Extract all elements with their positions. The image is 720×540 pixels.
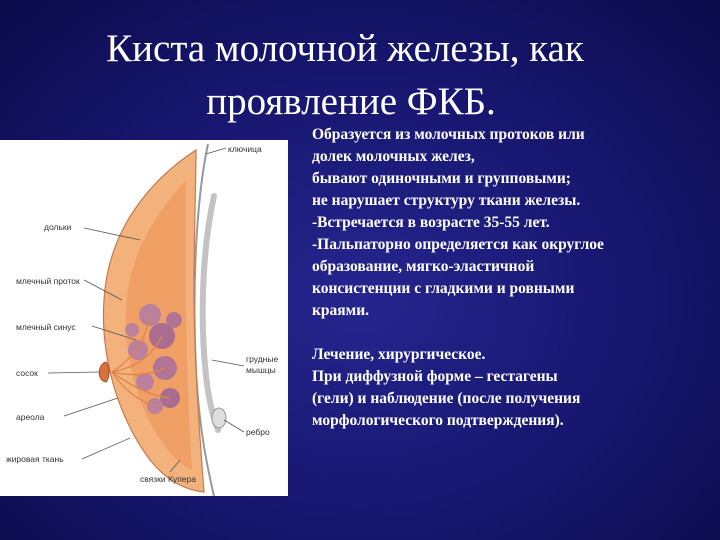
label-nipple: сосок — [16, 368, 38, 378]
description-line: образование, мягко-эластичной — [312, 258, 535, 275]
label-pectoral-2: мышцы — [246, 365, 276, 375]
label-fat-tissue: жировая ткань — [6, 454, 64, 464]
rib-cross-section — [212, 408, 226, 428]
label-milk-duct: млечный проток — [16, 276, 80, 286]
description-line: краями. — [312, 302, 370, 319]
label-lobule: дольки — [44, 222, 72, 232]
title-line-1: Киста молочной железы, как — [106, 27, 584, 70]
breast-anatomy-diagram — [0, 140, 288, 496]
description-line: долек молочных желез, — [312, 148, 475, 165]
slide-title — [0, 22, 720, 128]
description-line: -Пальпаторно определяется как округлое — [312, 236, 604, 253]
treatment-line: (гели) и наблюдение (после получения — [312, 390, 581, 407]
rib-contour — [203, 196, 218, 430]
nipple — [99, 362, 109, 382]
description-text — [312, 124, 712, 432]
description-line: -Встречается в возрасте 35-55 лет. — [312, 214, 550, 231]
breast-anatomy-illustration — [0, 140, 288, 496]
label-cooper-ligaments: связки Купера — [140, 474, 196, 484]
treatment-line: Лечение, хирургическое. — [312, 346, 486, 363]
description-line: Образуется из молочных протоков или — [312, 126, 585, 143]
label-pectoral-1: грудные — [246, 354, 279, 364]
description-line: не нарушает структуру ткани железы. — [312, 192, 581, 209]
treatment-line: морфологического подтверждения). — [312, 412, 564, 429]
label-rib: ребро — [246, 427, 270, 437]
description-line: бывают одиночными и групповыми; — [312, 170, 571, 187]
label-clavicle: ключица — [228, 144, 262, 154]
treatment-line: При диффузной форме – гестагены — [312, 368, 558, 385]
paragraph-spacer — [312, 322, 712, 344]
title-line-2: проявление ФКБ. — [206, 80, 496, 123]
label-areola: ареола — [16, 412, 45, 422]
label-milk-sinus: млечный синус — [16, 322, 76, 332]
description-line: консистенции с гладкими и ровными — [312, 280, 575, 297]
